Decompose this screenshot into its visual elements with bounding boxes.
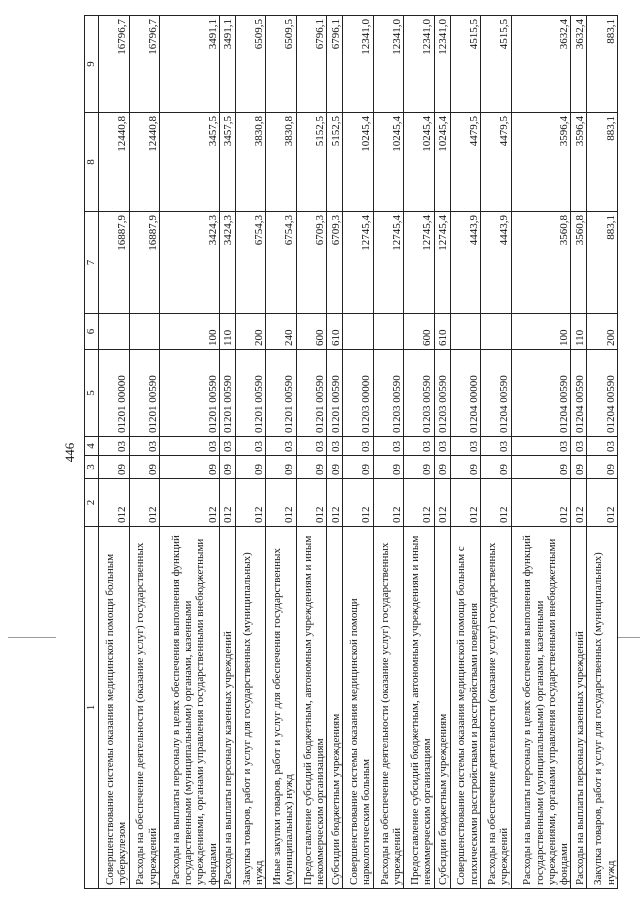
cell-amount-year2: 3830,8 [235, 113, 266, 212]
cell-amount-year2: 5152,5 [296, 113, 327, 212]
cell-expense-type: 600 [404, 314, 435, 350]
cell-section: 09 [450, 456, 481, 479]
cell-amount-year1: 12745,4 [373, 212, 404, 314]
cell-target-article: 01201 00590 [129, 350, 160, 437]
cell-amount-year2: 883,1 [587, 113, 618, 212]
cell-name: Совершенствование системы оказания медицинской помощи наркологическим больным [343, 527, 374, 889]
cell-name: Субсидии бюджетным учреждениям [434, 527, 450, 889]
binding-mark-right [618, 637, 640, 638]
cell-amount-year3: 6509,5 [266, 16, 297, 113]
cell-ministry-code: 012 [343, 479, 374, 527]
cell-amount-year3: 16796,7 [129, 16, 160, 113]
cell-amount-year3: 883,1 [587, 16, 618, 113]
column-header: 9 [85, 16, 99, 113]
cell-name: Расходы на выплаты персоналу казенных учреждений [571, 527, 587, 889]
page-number: 446 [62, 442, 77, 463]
cell-subsection: 03 [434, 437, 450, 456]
cell-expense-type: 240 [266, 314, 297, 350]
cell-amount-year1: 6709,3 [327, 212, 343, 314]
cell-ministry-code: 012 [327, 479, 343, 527]
cell-target-article: 01201 00590 [296, 350, 327, 437]
header-row [85, 16, 99, 889]
table-row [571, 16, 587, 889]
cell-amount-year2: 3830,8 [266, 113, 297, 212]
cell-name: Расходы на обеспечение деятельности (оказание услуг) государственных учреждений [129, 527, 160, 889]
cell-expense-type: 200 [587, 314, 618, 350]
table-row [266, 16, 297, 889]
rotated-page [58, 16, 618, 889]
cell-amount-year2: 5152,5 [327, 113, 343, 212]
cell-subsection: 03 [373, 437, 404, 456]
cell-amount-year2: 10245,4 [404, 113, 435, 212]
cell-amount-year2: 3596,4 [571, 113, 587, 212]
cell-name: Совершенствование системы оказания медицинской помощи больным туберкулезом [99, 527, 130, 889]
cell-amount-year1: 4443,9 [450, 212, 481, 314]
cell-ministry-code: 012 [266, 479, 297, 527]
cell-expense-type [450, 314, 481, 350]
cell-section: 09 [327, 456, 343, 479]
cell-amount-year3: 6509,5 [235, 16, 266, 113]
cell-subsection: 03 [129, 437, 160, 456]
cell-amount-year3: 6796,1 [296, 16, 327, 113]
cell-amount-year1: 883,1 [587, 212, 618, 314]
cell-target-article: 01201 00590 [327, 350, 343, 437]
cell-amount-year2: 3457,5 [219, 113, 235, 212]
cell-amount-year3: 3632,4 [571, 16, 587, 113]
cell-ministry-code: 012 [99, 479, 130, 527]
cell-section: 09 [511, 456, 571, 479]
cell-target-article: 01201 00590 [219, 350, 235, 437]
cell-expense-type [481, 314, 512, 350]
cell-target-article: 01201 00590 [266, 350, 297, 437]
cell-subsection: 03 [327, 437, 343, 456]
cell-amount-year1: 3424,3 [219, 212, 235, 314]
table-row [373, 16, 404, 889]
cell-expense-type: 610 [434, 314, 450, 350]
column-header: 2 [85, 479, 99, 527]
cell-amount-year2: 3596,4 [511, 113, 571, 212]
cell-subsection: 03 [511, 437, 571, 456]
cell-name: Расходы на выплаты персоналу в целях обеспечения выполнения функций государственными (муниципальными) органами, казенными учреждениями, органами управления государственными внебюджетными фондами [511, 527, 571, 889]
cell-section: 09 [266, 456, 297, 479]
table-row [296, 16, 327, 889]
cell-subsection: 03 [571, 437, 587, 456]
cell-subsection: 03 [219, 437, 235, 456]
cell-name: Расходы на обеспечение деятельности (оказание услуг) государственных учреждений [373, 527, 404, 889]
cell-ministry-code: 012 [235, 479, 266, 527]
cell-amount-year2: 10245,4 [373, 113, 404, 212]
cell-expense-type: 100 [160, 314, 220, 350]
table-row [481, 16, 512, 889]
cell-name: Иные закупки товаров, работ и услуг для обеспечения государственных (муниципальных) нужд [266, 527, 297, 889]
cell-target-article: 01203 00590 [434, 350, 450, 437]
table-row [343, 16, 374, 889]
table-row [434, 16, 450, 889]
cell-section: 09 [99, 456, 130, 479]
cell-expense-type [373, 314, 404, 350]
cell-ministry-code: 012 [481, 479, 512, 527]
table-row [219, 16, 235, 889]
cell-amount-year2: 10245,4 [434, 113, 450, 212]
cell-amount-year3: 3632,4 [511, 16, 571, 113]
cell-amount-year2: 3457,5 [160, 113, 220, 212]
cell-name: Совершенствование системы оказания медицинской помощи больным с психическими расстройствами и расстройствами поведения [450, 527, 481, 889]
cell-subsection: 03 [343, 437, 374, 456]
cell-target-article: 01204 00000 [450, 350, 481, 437]
cell-section: 09 [219, 456, 235, 479]
cell-amount-year3: 3491,1 [160, 16, 220, 113]
cell-ministry-code: 012 [587, 479, 618, 527]
table-row [129, 16, 160, 889]
column-header: 6 [85, 314, 99, 350]
cell-ministry-code: 012 [434, 479, 450, 527]
cell-target-article: 01204 00590 [481, 350, 512, 437]
table-row [160, 16, 220, 889]
cell-amount-year3: 12341,0 [343, 16, 374, 113]
table-row [511, 16, 571, 889]
budget-table [84, 15, 618, 889]
cell-amount-year2: 10245,4 [343, 113, 374, 212]
cell-subsection: 03 [266, 437, 297, 456]
cell-section: 09 [160, 456, 220, 479]
cell-amount-year1: 12745,4 [404, 212, 435, 314]
cell-subsection: 03 [160, 437, 220, 456]
cell-ministry-code: 012 [450, 479, 481, 527]
cell-subsection: 03 [481, 437, 512, 456]
cell-amount-year1: 3560,8 [511, 212, 571, 314]
table-row [587, 16, 618, 889]
cell-section: 09 [481, 456, 512, 479]
cell-subsection: 03 [235, 437, 266, 456]
cell-amount-year2: 4479,5 [450, 113, 481, 212]
cell-amount-year1: 4443,9 [481, 212, 512, 314]
cell-section: 09 [296, 456, 327, 479]
cell-name: Закупка товаров, работ и услуг для государственных (муниципальных) нужд [235, 527, 266, 889]
cell-ministry-code: 012 [129, 479, 160, 527]
cell-amount-year1: 16887,9 [129, 212, 160, 314]
cell-target-article: 01201 00000 [99, 350, 130, 437]
cell-name: Расходы на выплаты персоналу в целях обеспечения выполнения функций государственными (муниципальными) органами, казенными учреждениями, органами управления государственными внебюджетными фондами [160, 527, 220, 889]
cell-subsection: 03 [450, 437, 481, 456]
cell-amount-year2: 4479,5 [481, 113, 512, 212]
table-row [327, 16, 343, 889]
cell-amount-year2: 12440,8 [129, 113, 160, 212]
cell-amount-year1: 3424,3 [160, 212, 220, 314]
cell-name: Расходы на выплаты персоналу казенных учреждений [219, 527, 235, 889]
cell-name: Предоставление субсидий бюджетным, автономным учреждениям и иным некоммерческим организациям [296, 527, 327, 889]
table-row [99, 16, 130, 889]
cell-target-article: 01204 00590 [587, 350, 618, 437]
cell-amount-year3: 4515,5 [481, 16, 512, 113]
cell-target-article: 01201 00590 [235, 350, 266, 437]
cell-amount-year3: 12341,0 [373, 16, 404, 113]
cell-amount-year1: 6754,3 [266, 212, 297, 314]
cell-section: 09 [571, 456, 587, 479]
cell-target-article: 01201 00590 [160, 350, 220, 437]
cell-ministry-code: 012 [296, 479, 327, 527]
cell-name: Предоставление субсидий бюджетным, автономным учреждениям и иным некоммерческим организациям [404, 527, 435, 889]
cell-expense-type: 610 [327, 314, 343, 350]
cell-subsection: 03 [296, 437, 327, 456]
cell-target-article: 01203 00590 [373, 350, 404, 437]
cell-target-article: 01204 00590 [571, 350, 587, 437]
column-header: 1 [85, 527, 99, 889]
column-header: 5 [85, 350, 99, 437]
cell-section: 09 [373, 456, 404, 479]
cell-amount-year1: 3560,8 [571, 212, 587, 314]
cell-expense-type [343, 314, 374, 350]
cell-ministry-code: 012 [373, 479, 404, 527]
cell-section: 09 [434, 456, 450, 479]
cell-amount-year3: 12341,0 [434, 16, 450, 113]
cell-ministry-code: 012 [511, 479, 571, 527]
cell-section: 09 [343, 456, 374, 479]
table-row [235, 16, 266, 889]
cell-name: Расходы на обеспечение деятельности (оказание услуг) государственных учреждений [481, 527, 512, 889]
cell-expense-type: 200 [235, 314, 266, 350]
cell-amount-year3: 3491,1 [219, 16, 235, 113]
cell-subsection: 03 [587, 437, 618, 456]
cell-section: 09 [404, 456, 435, 479]
cell-name: Закупка товаров, работ и услуг для государственных (муниципальных) нужд [587, 527, 618, 889]
cell-amount-year1: 6709,3 [296, 212, 327, 314]
table-body [99, 16, 618, 889]
cell-expense-type: 110 [219, 314, 235, 350]
cell-amount-year1: 6754,3 [235, 212, 266, 314]
column-header: 8 [85, 113, 99, 212]
cell-ministry-code: 012 [160, 479, 220, 527]
cell-ministry-code: 012 [571, 479, 587, 527]
cell-expense-type: 110 [571, 314, 587, 350]
cell-ministry-code: 012 [219, 479, 235, 527]
cell-subsection: 03 [404, 437, 435, 456]
column-header: 4 [85, 437, 99, 456]
cell-amount-year1: 16887,9 [99, 212, 130, 314]
cell-amount-year3: 12341,0 [404, 16, 435, 113]
column-header: 7 [85, 212, 99, 314]
cell-target-article: 01203 00000 [343, 350, 374, 437]
cell-expense-type: 100 [511, 314, 571, 350]
cell-amount-year3: 4515,5 [450, 16, 481, 113]
binding-mark-left [8, 637, 56, 638]
cell-amount-year3: 6796,1 [327, 16, 343, 113]
cell-amount-year1: 12745,4 [434, 212, 450, 314]
table-row [450, 16, 481, 889]
table-row [404, 16, 435, 889]
cell-section: 09 [129, 456, 160, 479]
cell-expense-type [99, 314, 130, 350]
cell-target-article: 01203 00590 [404, 350, 435, 437]
cell-amount-year3: 16796,7 [99, 16, 130, 113]
cell-expense-type: 600 [296, 314, 327, 350]
cell-ministry-code: 012 [404, 479, 435, 527]
cell-subsection: 03 [99, 437, 130, 456]
cell-amount-year2: 12440,8 [99, 113, 130, 212]
cell-amount-year1: 12745,4 [343, 212, 374, 314]
cell-section: 09 [587, 456, 618, 479]
cell-expense-type [129, 314, 160, 350]
cell-target-article: 01204 00590 [511, 350, 571, 437]
column-header: 3 [85, 456, 99, 479]
cell-name: Субсидии бюджетным учреждениям [327, 527, 343, 889]
cell-section: 09 [235, 456, 266, 479]
